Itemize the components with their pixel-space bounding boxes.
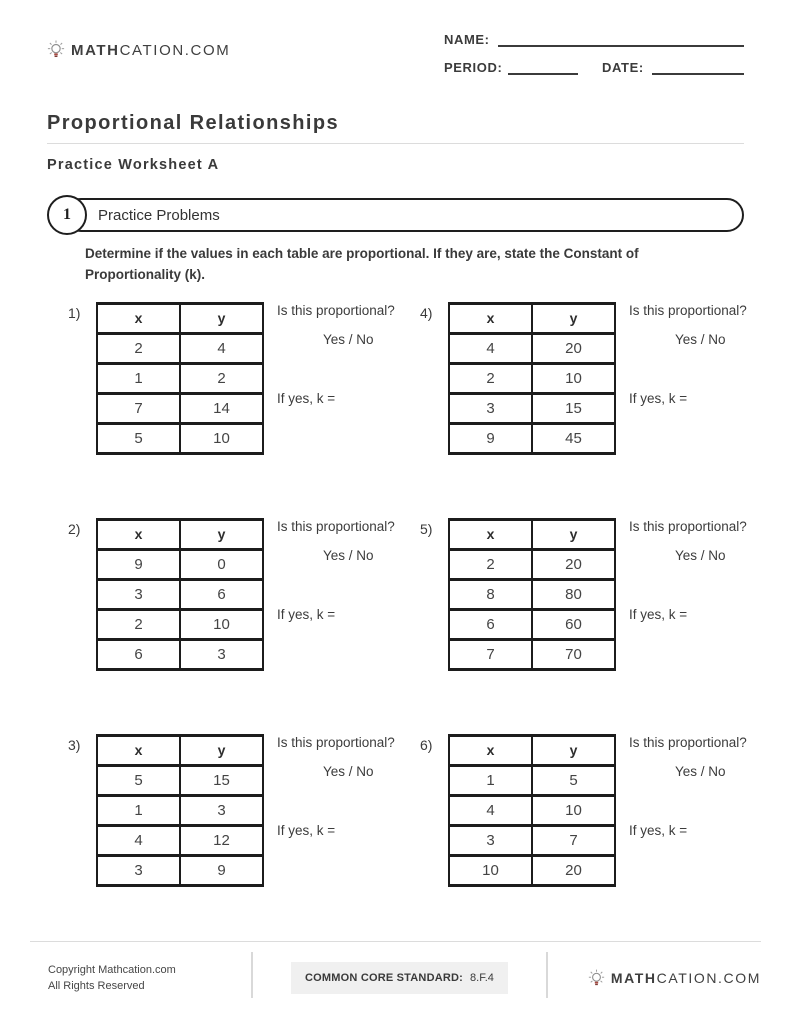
problem-4 bbox=[420, 302, 772, 455]
cell-y: 3 bbox=[180, 639, 263, 669]
lightbulb-icon bbox=[47, 40, 65, 60]
problem-3-number: 3) bbox=[68, 736, 81, 753]
col-header-y: y bbox=[532, 519, 615, 549]
cell-y: 15 bbox=[180, 765, 263, 795]
table-header-row bbox=[97, 303, 263, 333]
col-header-y: y bbox=[180, 519, 263, 549]
table-row bbox=[97, 363, 263, 393]
problem-1-table bbox=[96, 302, 264, 455]
problem-2-number: 2) bbox=[68, 520, 81, 537]
col-header-y: y bbox=[180, 735, 263, 765]
table-row bbox=[449, 765, 615, 795]
table-row bbox=[97, 393, 263, 423]
yes-no-choices: Yes / No bbox=[675, 331, 726, 347]
table-header-row bbox=[449, 519, 615, 549]
copyright-text bbox=[30, 962, 251, 995]
if-yes-k-label: If yes, k = bbox=[277, 390, 336, 406]
table-row bbox=[97, 765, 263, 795]
problem-4-table bbox=[448, 302, 616, 455]
yes-no-choices: Yes / No bbox=[675, 763, 726, 779]
title-divider bbox=[47, 143, 744, 144]
instructions-text: Determine if the values in each table are proportional. If they are, state the Constant of Proportionality (k). bbox=[85, 246, 639, 282]
table-row bbox=[97, 579, 263, 609]
table-row bbox=[97, 423, 263, 453]
copyright-line-1: Copyright Mathcation.com bbox=[48, 963, 176, 976]
col-header-x: x bbox=[449, 519, 532, 549]
period-blank-line bbox=[508, 60, 578, 75]
cell-x: 8 bbox=[449, 579, 532, 609]
copyright-line-2: All Rights Reserved bbox=[48, 980, 145, 992]
mathcation-logo bbox=[47, 40, 230, 60]
period-date-row bbox=[444, 60, 744, 75]
cell-x: 3 bbox=[449, 825, 532, 855]
table-header-row bbox=[97, 519, 263, 549]
problem-1-prompt bbox=[277, 302, 420, 406]
problem-2 bbox=[68, 518, 420, 671]
cell-y: 45 bbox=[532, 423, 615, 453]
table-row bbox=[449, 795, 615, 825]
if-yes-k-label: If yes, k = bbox=[277, 606, 336, 622]
cell-x: 1 bbox=[97, 795, 180, 825]
yes-no-choices: Yes / No bbox=[323, 331, 374, 347]
problem-6-number: 6) bbox=[420, 736, 433, 753]
cell-x: 4 bbox=[449, 795, 532, 825]
table-row bbox=[449, 639, 615, 669]
cell-y: 0 bbox=[180, 549, 263, 579]
cell-y: 20 bbox=[532, 549, 615, 579]
logo-cation: CATION.COM bbox=[119, 41, 231, 59]
table-header-row bbox=[449, 303, 615, 333]
cell-y: 15 bbox=[532, 393, 615, 423]
cell-x: 2 bbox=[449, 363, 532, 393]
logo-text bbox=[611, 970, 761, 986]
cell-x: 2 bbox=[97, 333, 180, 363]
col-header-x: x bbox=[449, 303, 532, 333]
cell-y: 3 bbox=[180, 795, 263, 825]
cell-y: 4 bbox=[180, 333, 263, 363]
date-label: DATE: bbox=[602, 60, 644, 75]
problem-1-number: 1) bbox=[68, 304, 81, 321]
cell-y: 80 bbox=[532, 579, 615, 609]
problem-6 bbox=[420, 734, 772, 887]
col-header-y: y bbox=[532, 735, 615, 765]
cell-x: 5 bbox=[97, 765, 180, 795]
section-title-pill bbox=[64, 198, 744, 232]
table-row bbox=[449, 423, 615, 453]
yes-no-choices: Yes / No bbox=[675, 547, 726, 563]
footer-divider bbox=[251, 952, 253, 998]
table-header-row bbox=[97, 735, 263, 765]
problem-3-prompt bbox=[277, 734, 420, 838]
cell-x: 2 bbox=[97, 609, 180, 639]
table-row bbox=[449, 855, 615, 885]
cell-x: 4 bbox=[449, 333, 532, 363]
col-header-y: y bbox=[180, 303, 263, 333]
cell-x: 9 bbox=[449, 423, 532, 453]
cell-x: 9 bbox=[97, 549, 180, 579]
table-row bbox=[449, 363, 615, 393]
section-title: Practice Problems bbox=[98, 206, 220, 224]
page-footer bbox=[30, 941, 761, 998]
section-header bbox=[47, 195, 744, 235]
table-row bbox=[449, 393, 615, 423]
logo-text bbox=[71, 42, 230, 59]
cell-x: 1 bbox=[449, 765, 532, 795]
cell-x: 3 bbox=[449, 393, 532, 423]
cell-x: 6 bbox=[97, 639, 180, 669]
cell-y: 20 bbox=[532, 333, 615, 363]
col-header-y: y bbox=[532, 303, 615, 333]
cell-y: 9 bbox=[180, 855, 263, 885]
problem-1 bbox=[68, 302, 420, 455]
col-header-x: x bbox=[449, 735, 532, 765]
proportional-question: Is this proportional? bbox=[629, 734, 747, 750]
col-header-x: x bbox=[97, 735, 180, 765]
common-core-standard-box bbox=[291, 962, 508, 994]
col-header-x: x bbox=[97, 303, 180, 333]
problem-6-prompt bbox=[629, 734, 772, 838]
footer-mathcation-logo bbox=[588, 969, 761, 988]
table-row bbox=[449, 609, 615, 639]
logo-math: MATH bbox=[610, 970, 657, 986]
cell-x: 2 bbox=[449, 549, 532, 579]
cell-y: 12 bbox=[180, 825, 263, 855]
cell-x: 3 bbox=[97, 855, 180, 885]
cell-y: 6 bbox=[180, 579, 263, 609]
standard-label: COMMON CORE STANDARD: bbox=[305, 972, 464, 984]
cell-y: 14 bbox=[180, 393, 263, 423]
problem-2-prompt bbox=[277, 518, 420, 622]
cell-x: 5 bbox=[97, 423, 180, 453]
problem-5-table bbox=[448, 518, 616, 671]
cell-y: 10 bbox=[532, 363, 615, 393]
proportional-question: Is this proportional? bbox=[277, 734, 395, 750]
cell-x: 1 bbox=[97, 363, 180, 393]
table-row bbox=[97, 855, 263, 885]
problem-6-table bbox=[448, 734, 616, 887]
name-label: NAME: bbox=[444, 32, 490, 47]
yes-no-choices: Yes / No bbox=[323, 763, 374, 779]
problem-4-prompt bbox=[629, 302, 772, 406]
table-header-row bbox=[449, 735, 615, 765]
problem-4-number: 4) bbox=[420, 304, 433, 321]
logo-math: MATH bbox=[71, 41, 120, 59]
cell-x: 7 bbox=[449, 639, 532, 669]
cell-y: 5 bbox=[532, 765, 615, 795]
period-label: PERIOD: bbox=[444, 60, 503, 75]
col-header-x: x bbox=[97, 519, 180, 549]
if-yes-k-label: If yes, k = bbox=[277, 822, 336, 838]
problem-3-table bbox=[96, 734, 264, 887]
problem-3 bbox=[68, 734, 420, 887]
table-row bbox=[449, 825, 615, 855]
date-blank-line bbox=[652, 60, 744, 75]
table-row bbox=[449, 333, 615, 363]
problem-5 bbox=[420, 518, 772, 671]
cell-y: 70 bbox=[532, 639, 615, 669]
page-title: Proportional Relationships bbox=[47, 112, 339, 134]
cell-y: 20 bbox=[532, 855, 615, 885]
problems-grid bbox=[47, 302, 747, 887]
cell-y: 2 bbox=[180, 363, 263, 393]
problem-2-table bbox=[96, 518, 264, 671]
page-header bbox=[47, 0, 744, 88]
cell-x: 3 bbox=[97, 579, 180, 609]
worksheet-subtitle: Practice Worksheet A bbox=[47, 157, 220, 173]
proportional-question: Is this proportional? bbox=[629, 302, 747, 318]
problem-5-number: 5) bbox=[420, 520, 433, 537]
cell-x: 7 bbox=[97, 393, 180, 423]
cell-x: 6 bbox=[449, 609, 532, 639]
table-row bbox=[97, 549, 263, 579]
table-row bbox=[97, 609, 263, 639]
student-fill-ins bbox=[444, 32, 744, 88]
cell-x: 10 bbox=[449, 855, 532, 885]
cell-y: 10 bbox=[180, 423, 263, 453]
table-row bbox=[97, 795, 263, 825]
standard-value: 8.F.4 bbox=[470, 972, 494, 984]
table-row bbox=[97, 825, 263, 855]
proportional-question: Is this proportional? bbox=[277, 302, 395, 318]
table-row bbox=[449, 549, 615, 579]
footer-divider bbox=[546, 952, 548, 998]
cell-y: 10 bbox=[180, 609, 263, 639]
proportional-question: Is this proportional? bbox=[277, 518, 395, 534]
if-yes-k-label: If yes, k = bbox=[629, 822, 688, 838]
if-yes-k-label: If yes, k = bbox=[629, 606, 688, 622]
cell-y: 10 bbox=[532, 795, 615, 825]
problem-5-prompt bbox=[629, 518, 772, 622]
lightbulb-icon bbox=[588, 969, 605, 988]
yes-no-choices: Yes / No bbox=[323, 547, 374, 563]
table-row bbox=[97, 639, 263, 669]
cell-x: 4 bbox=[97, 825, 180, 855]
proportional-question: Is this proportional? bbox=[629, 518, 747, 534]
if-yes-k-label: If yes, k = bbox=[629, 390, 688, 406]
cell-y: 60 bbox=[532, 609, 615, 639]
table-row bbox=[449, 579, 615, 609]
name-row bbox=[444, 32, 744, 47]
section-number-badge: 1 bbox=[47, 195, 87, 235]
logo-cation: CATION.COM bbox=[656, 970, 762, 986]
name-blank-line bbox=[498, 32, 744, 47]
table-row bbox=[97, 333, 263, 363]
cell-y: 7 bbox=[532, 825, 615, 855]
